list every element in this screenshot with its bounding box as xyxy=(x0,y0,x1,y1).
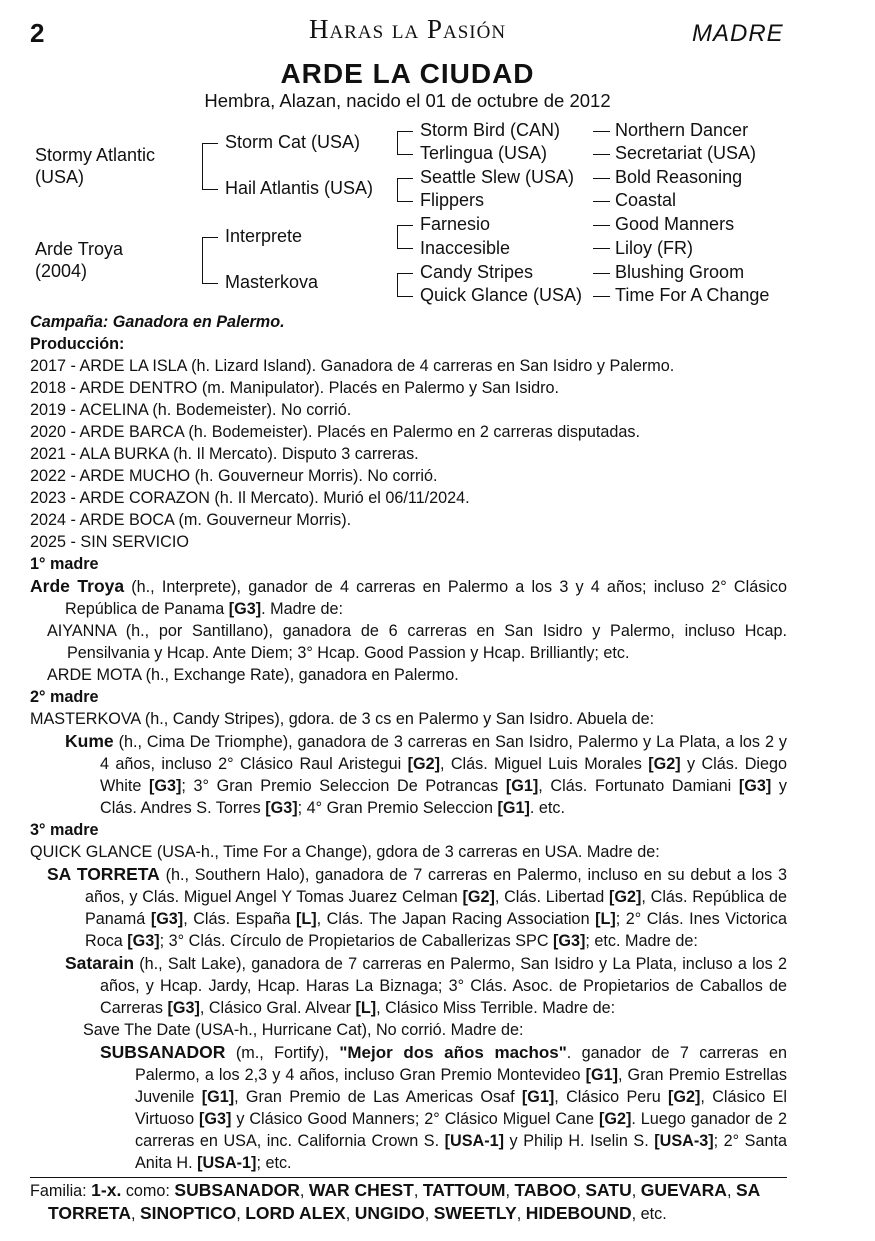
production-item: 2021 - ALA BURKA (h. Il Mercato). Disputo 3 carreras. xyxy=(30,445,419,463)
separator: , xyxy=(345,1205,355,1223)
grade: [L] xyxy=(296,910,317,928)
horse-subtitle: Hembra, Alazan, nacido el 01 de octubre de 2012 xyxy=(204,90,611,111)
family-member: TABOO xyxy=(514,1180,577,1200)
text: , Clás. The Japan Racing Association xyxy=(316,910,596,928)
grade: [USA-3] xyxy=(654,1132,714,1150)
text: , Clás. República de Panamá xyxy=(85,888,787,928)
bracket-line xyxy=(397,178,398,202)
text: (h., Cima De Triomphe), ganadora de 3 carreras en San Isidro, Palermo y La Plata, a los 2 y 4 años, incluso 2° Clásico Raul Aristegui xyxy=(100,733,787,773)
text: . ganador de 7 carreras en Palermo, a los 2,3 y 4 años, incluso Gran Premio Montevideo xyxy=(135,1044,787,1084)
dash-line xyxy=(593,131,610,132)
dash-line xyxy=(593,248,610,249)
production-item: 2023 - ARDE CORAZON (h. Il Mercato). Murió el 06/11/2024. xyxy=(30,489,470,507)
bracket-line xyxy=(397,225,413,226)
horse-name: SA TORRETA xyxy=(47,864,160,884)
family-member: WAR CHEST xyxy=(308,1180,414,1200)
family-member: SA TORRETA xyxy=(48,1180,760,1223)
grade: [G3] xyxy=(167,999,200,1017)
text: , etc. xyxy=(631,1205,667,1223)
text: y Clás. Diego White xyxy=(100,755,788,795)
text: (h., Interprete), ganador de 4 carreras en Palermo a los 3 y 4 años; incluso 2° Clásico República de Panama xyxy=(65,578,787,618)
pedigree-g2: Storm Cat (USA) xyxy=(225,132,361,152)
text: , Clás. Fortunato Damiani xyxy=(538,777,739,795)
pedigree-g2: Hail Atlantis (USA) xyxy=(225,178,374,198)
pedigree-dam: Arde Troya (2004) xyxy=(35,239,124,281)
separator: , xyxy=(424,1205,434,1223)
family-member: UNGIDO xyxy=(354,1203,425,1223)
text: , Clás. España xyxy=(183,910,296,928)
pedigree-sire: Stormy Atlantic (USA) xyxy=(35,145,156,187)
separator: , xyxy=(299,1182,309,1200)
pedigree-g3: Storm Bird (CAN) xyxy=(420,120,561,140)
separator: , xyxy=(505,1182,515,1200)
bracket-line xyxy=(202,143,218,144)
grade: [G1] xyxy=(585,1066,618,1084)
grade: [G3] xyxy=(228,600,262,618)
dash-line xyxy=(593,225,610,226)
grade: [G3] xyxy=(738,777,772,795)
offspring-entry: ARDE MOTA (h., Exchange Rate), ganadora en Palermo. xyxy=(47,666,459,684)
text: , Clás. Miguel Luis Morales xyxy=(439,755,649,773)
bracket-line xyxy=(397,248,413,249)
text: ; 2° Clás. Ines Victorica Roca xyxy=(85,910,788,950)
bracket-line xyxy=(397,273,398,297)
production-item: 2017 - ARDE LA ISLA (h. Lizard Island). Ganadora de 4 carreras en San Isidro y Palermo. xyxy=(30,357,675,375)
catalog-body xyxy=(30,311,787,1225)
text: y Clásico Good Manners; 2° Clásico Miguel Cane xyxy=(231,1110,599,1128)
text: y Philip H. Iselin S. xyxy=(504,1132,655,1150)
first-dam-title: 1° madre xyxy=(30,555,99,573)
text: , Clásico Gral. Alvear xyxy=(199,999,356,1017)
grade: [G1] xyxy=(521,1088,555,1106)
family-member: SATU xyxy=(585,1180,632,1200)
text: (h., Southern Halo), ganadora de 7 carreras en Palermo, incluso en su debut a los 3 años, y Clás. Miguel Angel Y Tomas Juarez Celman xyxy=(85,866,787,906)
production-item: 2020 - ARDE BARCA (h. Bodemeister). Placés en Palermo en 2 carreras disputadas. xyxy=(30,423,641,441)
first-dam-entry xyxy=(30,575,787,620)
grade: [G2] xyxy=(462,888,495,906)
grade: [G1] xyxy=(505,777,539,795)
grade: [G3] xyxy=(199,1110,232,1128)
pedigree-g4: Bold Reasoning xyxy=(615,167,743,187)
pedigree-g2: Interprete xyxy=(225,226,303,246)
bracket-line xyxy=(397,296,413,297)
grade: [G2] xyxy=(648,755,681,773)
pedigree-g4: Time For A Change xyxy=(615,285,770,305)
subsanador-entry xyxy=(30,1041,787,1174)
text: , Clásico El Virtuoso xyxy=(135,1088,787,1128)
grade: [USA-1] xyxy=(197,1154,257,1172)
sa-torreta-entry xyxy=(30,863,787,952)
bracket-line xyxy=(202,237,203,284)
pedigree-g4: Liloy (FR) xyxy=(615,238,694,258)
text: . Madre de: xyxy=(261,600,344,618)
satarain-entry xyxy=(30,952,787,1019)
campaign: Campaña: Ganadora en Palermo. xyxy=(30,313,285,331)
pedigree-g3: Candy Stripes xyxy=(420,262,534,282)
section-label: MADRE xyxy=(692,20,784,47)
horse-name: Satarain xyxy=(65,953,135,973)
family-member: SINOPTICO xyxy=(139,1203,237,1223)
second-dam-title: 2° madre xyxy=(30,688,99,706)
grade: [G2] xyxy=(609,888,642,906)
text: ; 4° Gran Premio Seleccion xyxy=(297,799,498,817)
horse-name: ARDE LA CIUDAD xyxy=(280,58,535,89)
grade: [G2] xyxy=(598,1110,632,1128)
bracket-line xyxy=(397,273,413,274)
pedigree-g4: Blushing Groom xyxy=(615,262,745,282)
text: , Clás. Libertad xyxy=(494,888,609,906)
third-dam-title: 3° madre xyxy=(30,821,99,839)
text: , Gran Premio Estrellas Juvenile xyxy=(135,1066,787,1106)
pedigree-g3: Flippers xyxy=(420,190,485,210)
page-number: 2 xyxy=(30,18,45,48)
pedigree-g4: Good Manners xyxy=(615,214,735,234)
offspring-entry: AIYANNA (h., por Santillano), ganadora de 6 carreras en San Isidro y Palermo, incluso Hcap. Pensilvania y Hcap. Ante Diem; 3° Hcap. Good Passion y Hcap. Brilliantly; etc. xyxy=(47,622,787,662)
text: ; 3° Gran Premio Seleccion De Potrancas xyxy=(181,777,506,795)
text: como: xyxy=(121,1182,175,1200)
text: (m., Fortify), xyxy=(225,1044,340,1062)
grade: [G3] xyxy=(127,932,160,950)
text: (h., Salt Lake), ganadora de 7 carreras en Palermo, San Isidro y La Plata, incluso a los 2 años, y Hcap. Jardy, Hcap. Haras La Biznaga; 3° Clás. Asoc. de Propietarios de Caballos de Carreras xyxy=(100,955,787,1017)
bracket-line xyxy=(202,237,218,238)
award-quote: "Mejor dos años machos" xyxy=(339,1043,567,1062)
separator: , xyxy=(726,1182,736,1200)
bracket-line xyxy=(397,225,398,249)
bracket-line xyxy=(202,143,203,190)
pedigree-g4: Secretariat (USA) xyxy=(615,143,757,163)
bracket-line xyxy=(397,131,413,132)
text: ; etc. Madre de: xyxy=(585,932,698,950)
grade: [G1] xyxy=(201,1088,235,1106)
bracket-line xyxy=(202,189,218,190)
text: ; etc. xyxy=(256,1154,292,1172)
separator: , xyxy=(413,1182,423,1200)
family-member: TATTOUM xyxy=(422,1180,506,1200)
grade: [L] xyxy=(595,910,616,928)
bracket-line xyxy=(397,178,413,179)
text: . etc. xyxy=(529,799,566,817)
pedigree-g3: Terlingua (USA) xyxy=(420,143,548,163)
grade: [G2] xyxy=(668,1088,701,1106)
second-dam-intro: MASTERKOVA (h., Candy Stripes), gdora. de 3 cs en Palermo y San Isidro. Abuela de: xyxy=(30,710,655,728)
grade: [G3] xyxy=(553,932,586,950)
horse-name: Kume xyxy=(65,731,114,751)
pedigree-g3: Quick Glance (USA) xyxy=(420,285,583,305)
dam-name: Arde Troya xyxy=(30,576,125,596)
pedigree-g4: Coastal xyxy=(615,190,677,210)
dash-line xyxy=(593,178,610,179)
third-dam-intro: QUICK GLANCE (USA-h., Time For a Change), gdora de 3 carreras en USA. Madre de: xyxy=(30,843,660,861)
production-item: 2018 - ARDE DENTRO (m. Manipulator). Placés en Palermo y San Isidro. xyxy=(30,379,559,397)
family-member: HIDEBOUND xyxy=(525,1203,632,1223)
text: y Clás. Andres S. Torres xyxy=(100,777,788,817)
horse-name: SUBSANADOR xyxy=(100,1042,226,1062)
family-member: GUEVARA xyxy=(640,1180,727,1200)
text: , Clásico Miss Terrible. Madre de: xyxy=(376,999,616,1017)
save-the-date-entry: Save The Date (USA-h., Hurricane Cat), No corrió. Madre de: xyxy=(83,1021,524,1039)
dash-line xyxy=(593,273,610,274)
pedigree-g2: Masterkova xyxy=(225,272,319,292)
family-member: SWEETLY xyxy=(433,1203,517,1223)
grade: [USA-1] xyxy=(444,1132,504,1150)
production-item: 2019 - ACELINA (h. Bodemeister). No corrió. xyxy=(30,401,352,419)
production-title: Producción: xyxy=(30,335,125,353)
dash-line xyxy=(593,201,610,202)
text: , Clásico Peru xyxy=(554,1088,669,1106)
pedigree-g3: Farnesio xyxy=(420,214,491,234)
pedigree-g3: Inaccesible xyxy=(420,238,511,258)
family-divider xyxy=(30,1177,787,1225)
grade: [G2] xyxy=(407,755,440,773)
pedigree-g3: Seattle Slew (USA) xyxy=(420,167,575,187)
grade: [G3] xyxy=(265,799,298,817)
family-label: Familia: xyxy=(30,1182,92,1200)
bracket-line xyxy=(397,131,398,155)
text: ; 2° Santa Anita H. xyxy=(135,1132,787,1172)
dash-line xyxy=(593,296,610,297)
grade: [G3] xyxy=(150,910,184,928)
family-member: LORD ALEX xyxy=(245,1203,346,1223)
bracket-line xyxy=(397,154,413,155)
production-item: 2025 - SIN SERVICIO xyxy=(30,533,189,551)
separator: , xyxy=(130,1205,140,1223)
separator: , xyxy=(631,1182,641,1200)
stud-title: Haras la Pasión xyxy=(308,14,507,44)
bracket-line xyxy=(202,283,218,284)
dash-line xyxy=(593,154,610,155)
separator: , xyxy=(236,1205,246,1223)
separator: , xyxy=(576,1182,586,1200)
production-item: 2022 - ARDE MUCHO (h. Gouverneur Morris). No corrió. xyxy=(30,467,438,485)
family-member: SUBSANADOR xyxy=(174,1180,300,1200)
production-item: 2024 - ARDE BOCA (m. Gouverneur Morris). xyxy=(30,511,352,529)
grade: [L] xyxy=(355,999,377,1017)
text: , Gran Premio de Las Americas Osaf xyxy=(234,1088,522,1106)
family-line xyxy=(30,1179,787,1225)
bracket-line xyxy=(397,201,413,202)
grade: [G1] xyxy=(497,799,530,817)
family-number: 1-x. xyxy=(91,1180,122,1200)
pedigree-g4: Northern Dancer xyxy=(615,120,749,140)
separator: , xyxy=(516,1205,526,1223)
kume-entry xyxy=(30,730,787,819)
grade: [G3] xyxy=(149,777,182,795)
text: ; 3° Clás. Círculo de Propietarios de Caballerizas SPC xyxy=(159,932,554,950)
text: . Luego ganador de 2 carreras en USA, inc. California Crown S. xyxy=(135,1110,787,1150)
